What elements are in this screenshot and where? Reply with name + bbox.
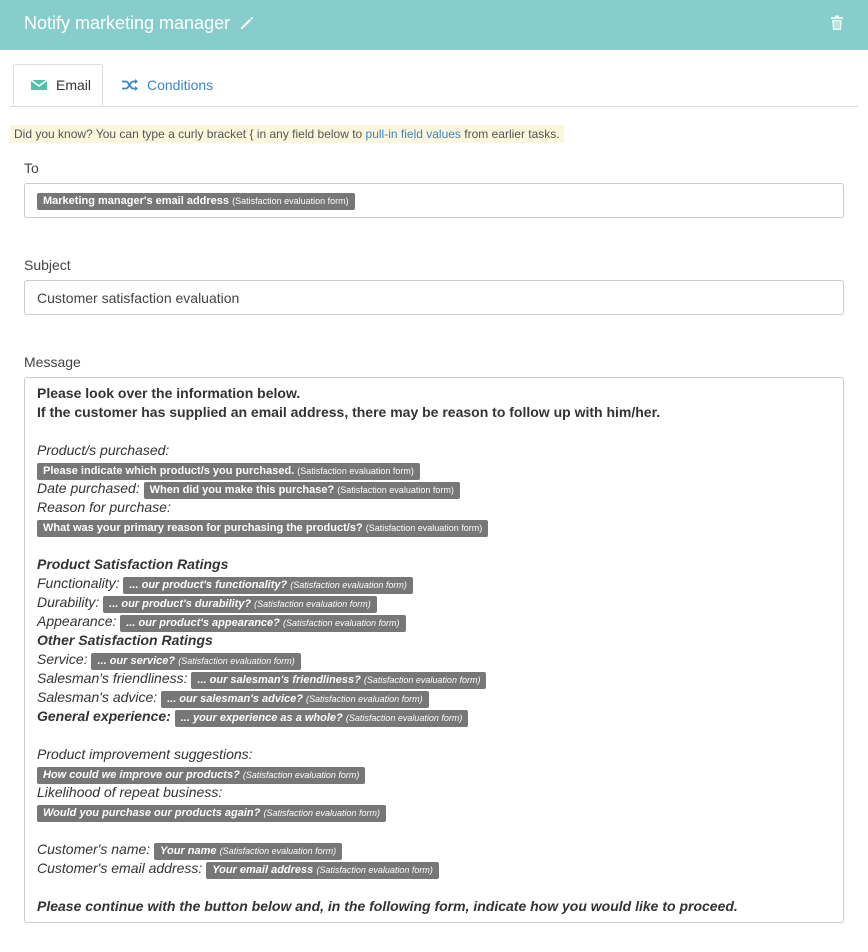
token-label: Your name bbox=[160, 845, 217, 857]
improvement-label: Product improvement suggestions: bbox=[37, 746, 253, 762]
token-label: What was your primary reason for purchasing the product/s? bbox=[43, 522, 363, 534]
token-label: ... our product's appearance? bbox=[126, 617, 280, 629]
token-label: ... our service? bbox=[97, 655, 176, 667]
field-token[interactable] bbox=[37, 805, 386, 822]
header-bar bbox=[0, 0, 868, 50]
task-title[interactable]: Notify marketing manager bbox=[24, 13, 231, 33]
field-token[interactable] bbox=[123, 577, 412, 594]
field-token[interactable] bbox=[37, 767, 365, 784]
token-source: (Satisfaction evaluation form) bbox=[282, 618, 400, 628]
subject-label: Subject bbox=[24, 257, 71, 273]
product-ratings-heading: Product Satisfaction Ratings bbox=[37, 556, 229, 572]
token-source: (Satisfaction evaluation form) bbox=[242, 770, 360, 780]
field-token[interactable] bbox=[206, 862, 439, 879]
service-label: Service: bbox=[37, 651, 88, 667]
appearance-label: Appearance: bbox=[37, 613, 117, 629]
subject-value: Customer satisfaction evaluation bbox=[37, 290, 240, 306]
date-purchased-label: Date purchased: bbox=[37, 480, 140, 496]
tab-bar bbox=[10, 64, 858, 107]
tab-conditions-label: Conditions bbox=[147, 76, 214, 93]
token-source: (Satisfaction evaluation form) bbox=[263, 808, 380, 818]
field-token[interactable] bbox=[144, 482, 460, 499]
field-token[interactable] bbox=[37, 520, 488, 537]
field-token[interactable] bbox=[161, 691, 429, 708]
friendliness-label: Salesman's friendliness: bbox=[37, 670, 188, 686]
token-label: When did you make this purchase? bbox=[149, 484, 335, 496]
token-label: Would you purchase our products again? bbox=[43, 807, 261, 819]
durability-label: Durability: bbox=[37, 594, 100, 610]
functionality-label: Functionality: bbox=[37, 575, 120, 591]
product-purchased-label: Product/s purchased: bbox=[37, 442, 170, 458]
tab-email-label: Email bbox=[56, 77, 92, 93]
token-label: ... your experience as a whole? bbox=[180, 712, 343, 724]
subject-field[interactable] bbox=[24, 280, 844, 315]
token-label: Your email address bbox=[212, 864, 314, 876]
token-source: (Satisfaction evaluation form) bbox=[219, 846, 337, 856]
token-source: (Satisfaction evaluation form) bbox=[178, 656, 295, 666]
token-source: (Satisfaction evaluation form) bbox=[232, 196, 349, 206]
message-label: Message bbox=[24, 354, 81, 370]
field-token[interactable] bbox=[175, 710, 469, 727]
customer-name-label: Customer's name: bbox=[37, 841, 151, 857]
token-label: Please indicate which product/s you purchased. bbox=[43, 465, 295, 477]
token-label: ... our product's durability? bbox=[109, 598, 252, 610]
token-source: (Satisfaction evaluation form) bbox=[290, 580, 407, 590]
to-label: To bbox=[24, 160, 39, 176]
message-closing: Please continue with the button below and, in the following form, indicate how you would like to proceed. bbox=[37, 898, 738, 914]
field-token[interactable] bbox=[191, 672, 486, 689]
tip-text-after: from earlier tasks. bbox=[460, 127, 560, 141]
token-source: (Satisfaction evaluation form) bbox=[365, 523, 483, 533]
pull-in-field-values-link[interactable]: pull-in field values bbox=[365, 127, 461, 141]
token-label: Marketing manager's email address bbox=[43, 195, 230, 207]
shuffle-icon bbox=[121, 78, 139, 92]
field-token[interactable] bbox=[37, 463, 420, 480]
tab-conditions[interactable] bbox=[121, 64, 213, 105]
general-label: General experience: bbox=[37, 708, 171, 724]
token-source: (Satisfaction evaluation form) bbox=[316, 865, 433, 875]
advice-label: Salesman's advice: bbox=[37, 689, 158, 705]
token-source: (Satisfaction evaluation form) bbox=[297, 466, 414, 476]
envelope-icon bbox=[30, 78, 48, 92]
customer-email-label: Customer's email address: bbox=[37, 860, 203, 876]
message-intro-1: Please look over the information below. bbox=[37, 385, 301, 401]
message-field[interactable] bbox=[24, 377, 844, 923]
token-source: (Satisfaction evaluation form) bbox=[345, 713, 463, 723]
token-source: (Satisfaction evaluation form) bbox=[254, 599, 371, 609]
other-ratings-heading: Other Satisfaction Ratings bbox=[37, 632, 213, 648]
field-token[interactable] bbox=[37, 193, 355, 210]
token-label: ... our product's functionality? bbox=[129, 579, 288, 591]
field-token[interactable] bbox=[154, 843, 342, 860]
to-field[interactable] bbox=[24, 183, 844, 218]
field-token[interactable] bbox=[120, 615, 405, 632]
field-token[interactable] bbox=[103, 596, 377, 613]
repeat-business-label: Likelihood of repeat business: bbox=[37, 784, 223, 800]
tip-text-before: Did you know? You can type a curly bracket { in any field below to bbox=[14, 127, 366, 141]
token-label: ... our salesman's friendliness? bbox=[197, 674, 361, 686]
trash-icon[interactable] bbox=[830, 15, 844, 31]
reason-label: Reason for purchase: bbox=[37, 499, 171, 515]
message-intro-2: If the customer has supplied an email address, there may be reason to follow up with him/her. bbox=[37, 404, 661, 420]
token-source: (Satisfaction evaluation form) bbox=[337, 485, 454, 495]
token-source: (Satisfaction evaluation form) bbox=[363, 675, 481, 685]
token-source: (Satisfaction evaluation form) bbox=[306, 694, 423, 704]
tab-email[interactable] bbox=[13, 64, 103, 106]
pencil-icon[interactable] bbox=[239, 15, 255, 31]
token-label: How could we improve our products? bbox=[43, 769, 240, 781]
tip-banner bbox=[10, 125, 564, 143]
field-token[interactable] bbox=[91, 653, 300, 670]
token-label: ... our salesman's advice? bbox=[167, 693, 303, 705]
